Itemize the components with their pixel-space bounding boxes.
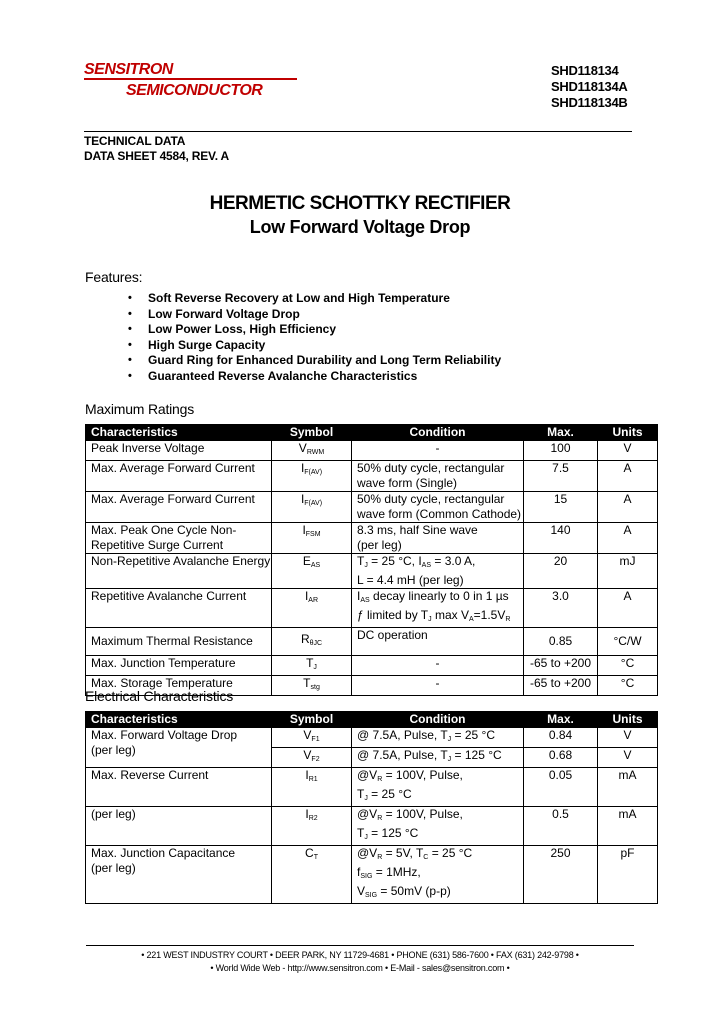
- cell: (per leg): [86, 807, 272, 846]
- cell: 0.68: [524, 748, 598, 768]
- cell: 50% duty cycle, rectangular wave form (Common Cathode): [352, 492, 524, 523]
- feature-item: • Soft Reverse Recovery at Low and High Temperature: [128, 291, 501, 307]
- cell: 3.0: [524, 589, 598, 628]
- cell: $E_{AS}$: [272, 554, 352, 589]
- features-heading: Features:: [85, 269, 143, 285]
- features-list: [128, 291, 501, 385]
- cell: Max. Average Forward Current: [86, 492, 272, 523]
- cell: 140: [524, 523, 598, 554]
- table-row: [86, 768, 658, 807]
- table-row: [86, 807, 658, 846]
- cell: 100: [524, 441, 598, 461]
- cell: Max. Storage Temperature: [86, 676, 272, 696]
- cell: $I_{F(AV)}$: [272, 461, 352, 492]
- cell: mA: [598, 768, 658, 807]
- cell: 20: [524, 554, 598, 589]
- cell: $@V_R = 100V$, Pulse, $T_J = 25$ °C: [352, 768, 524, 807]
- table-header-row: [86, 712, 658, 728]
- cell: Max. Peak One Cycle Non- Repetitive Surge Current: [86, 523, 272, 554]
- table-row: [86, 628, 658, 656]
- col-header: Units: [598, 425, 658, 441]
- cell: 0.84: [524, 728, 598, 748]
- cell: $I_{F(AV)}$: [272, 492, 352, 523]
- col-header: Symbol: [272, 712, 352, 728]
- cell: 250: [524, 846, 598, 904]
- cell: 0.5: [524, 807, 598, 846]
- table-row: [86, 523, 658, 554]
- max-ratings-table: [85, 424, 658, 696]
- cell: $R_{\theta JC}$: [272, 628, 352, 656]
- max-ratings-heading: Maximum Ratings: [85, 401, 195, 417]
- cell: Max. Average Forward Current: [86, 461, 272, 492]
- company-name-line1: SENSITRON: [84, 61, 173, 78]
- part-number-3: SHD118134B: [551, 95, 628, 110]
- table-row: [86, 846, 658, 904]
- table-row: [86, 554, 658, 589]
- col-header: Max.: [524, 425, 598, 441]
- footer-address: • 221 WEST INDUSTRY COURT • DEER PARK, NY 11729-4681 • PHONE (631) 586-7600 • FAX (631) 242-9798 •: [141, 950, 579, 960]
- cell: $C_T$: [272, 846, 352, 904]
- feature-item: • High Surge Capacity: [128, 338, 501, 354]
- cell: Max. Junction Temperature: [86, 656, 272, 676]
- col-header: Condition: [352, 712, 524, 728]
- cell: 15: [524, 492, 598, 523]
- feature-item: • Low Forward Voltage Drop: [128, 307, 501, 323]
- cell: Max. Junction Capacitance (per leg): [86, 846, 272, 904]
- cell: °C: [598, 676, 658, 696]
- feature-item: • Low Power Loss, High Efficiency: [128, 322, 501, 338]
- cell: $@V_R = 5V$, $T_C = 25$ °C $f_{SIG} = 1MHz$, $V_{SIG} = 50mV$ (p-p): [352, 846, 524, 904]
- cell: Non-Repetitive Avalanche Energy: [86, 554, 272, 589]
- cell: mJ: [598, 554, 658, 589]
- col-header: Characteristics: [86, 712, 272, 728]
- cell: $I_{FSM}$: [272, 523, 352, 554]
- feature-item: • Guaranteed Reverse Avalanche Characteristics: [128, 369, 501, 385]
- header-divider: [84, 131, 632, 132]
- cell: $V_{F1}$: [272, 728, 352, 748]
- feature-item: • Guard Ring for Enhanced Durability and Long Term Reliability: [128, 353, 501, 369]
- footer-web: • World Wide Web - http://www.sensitron.com • E-Mail - sales@sensitron.com •: [210, 963, 510, 973]
- cell: 0.85: [524, 628, 598, 656]
- cell: V: [598, 728, 658, 748]
- electrical-table: [85, 711, 658, 904]
- cell: -65 to +200: [524, 676, 598, 696]
- table-row: [86, 492, 658, 523]
- cell: $@V_R = 100V$, Pulse, $T_J = 125$ °C: [352, 807, 524, 846]
- table-row: [86, 728, 658, 748]
- cell: -: [352, 676, 524, 696]
- cell: 50% duty cycle, rectangular wave form (Single): [352, 461, 524, 492]
- part-number-1: SHD118134: [551, 63, 619, 78]
- cell: Max. Reverse Current: [86, 768, 272, 807]
- cell: $T_J = 25$ °C, $I_{AS} = 3.0$ A, L = 4.4 mH (per leg): [352, 554, 524, 589]
- footer-divider: [86, 945, 634, 946]
- cell: A: [598, 461, 658, 492]
- cell: $I_{AR}$: [272, 589, 352, 628]
- cell: Maximum Thermal Resistance: [86, 628, 272, 656]
- part-number-2: SHD118134A: [551, 79, 628, 94]
- cell: pF: [598, 846, 658, 904]
- cell: Max. Forward Voltage Drop (per leg): [86, 728, 272, 768]
- cell: A: [598, 492, 658, 523]
- cell: 8.3 ms, half Sine wave (per leg): [352, 523, 524, 554]
- logo-underline: [84, 78, 297, 80]
- cell: $T_J$: [272, 656, 352, 676]
- cell: -65 to +200: [524, 656, 598, 676]
- cell: Repetitive Avalanche Current: [86, 589, 272, 628]
- table-header-row: [86, 425, 658, 441]
- cell: A: [598, 589, 658, 628]
- cell: V: [598, 441, 658, 461]
- technical-data-label: TECHNICAL DATA: [84, 134, 186, 148]
- table-row: [86, 461, 658, 492]
- col-header: Units: [598, 712, 658, 728]
- company-name-line2: SEMICONDUCTOR: [126, 82, 263, 99]
- cell: $V_{F2}$: [272, 748, 352, 768]
- table-row: [86, 656, 658, 676]
- cell: °C: [598, 656, 658, 676]
- cell: A: [598, 523, 658, 554]
- col-header: Characteristics: [86, 425, 272, 441]
- cell: @ 7.5A, Pulse, $T_J = 125$ °C: [352, 748, 524, 768]
- cell: -: [352, 656, 524, 676]
- page-title: HERMETIC SCHOTTKY RECTIFIER: [209, 193, 511, 214]
- cell: DC operation: [352, 628, 524, 656]
- cell: 0.05: [524, 768, 598, 807]
- cell: V: [598, 748, 658, 768]
- cell: $V_{RWM}$: [272, 441, 352, 461]
- col-header: Max.: [524, 712, 598, 728]
- cell: $I_{R2}$: [272, 807, 352, 846]
- cell: °C/W: [598, 628, 658, 656]
- datasheet-label: DATA SHEET 4584, REV. A: [84, 149, 230, 163]
- cell: mA: [598, 807, 658, 846]
- cell: $I_{AS}$ decay linearly to 0 in 1 µs ƒ limited by $T_J$ $\max V_A=1.5V_R$: [352, 589, 524, 628]
- cell: $I_{R1}$: [272, 768, 352, 807]
- table-row: [86, 441, 658, 461]
- cell: Peak Inverse Voltage: [86, 441, 272, 461]
- cell: @ 7.5A, Pulse, $T_J = 25$ °C: [352, 728, 524, 748]
- page-subtitle: Low Forward Voltage Drop: [249, 217, 471, 237]
- electrical-heading: Electrical Characteristics: [85, 688, 234, 704]
- cell: $T_{stg}$: [272, 676, 352, 696]
- cell: 7.5: [524, 461, 598, 492]
- col-header: Condition: [352, 425, 524, 441]
- cell: -: [352, 441, 524, 461]
- table-row: [86, 589, 658, 628]
- col-header: Symbol: [272, 425, 352, 441]
